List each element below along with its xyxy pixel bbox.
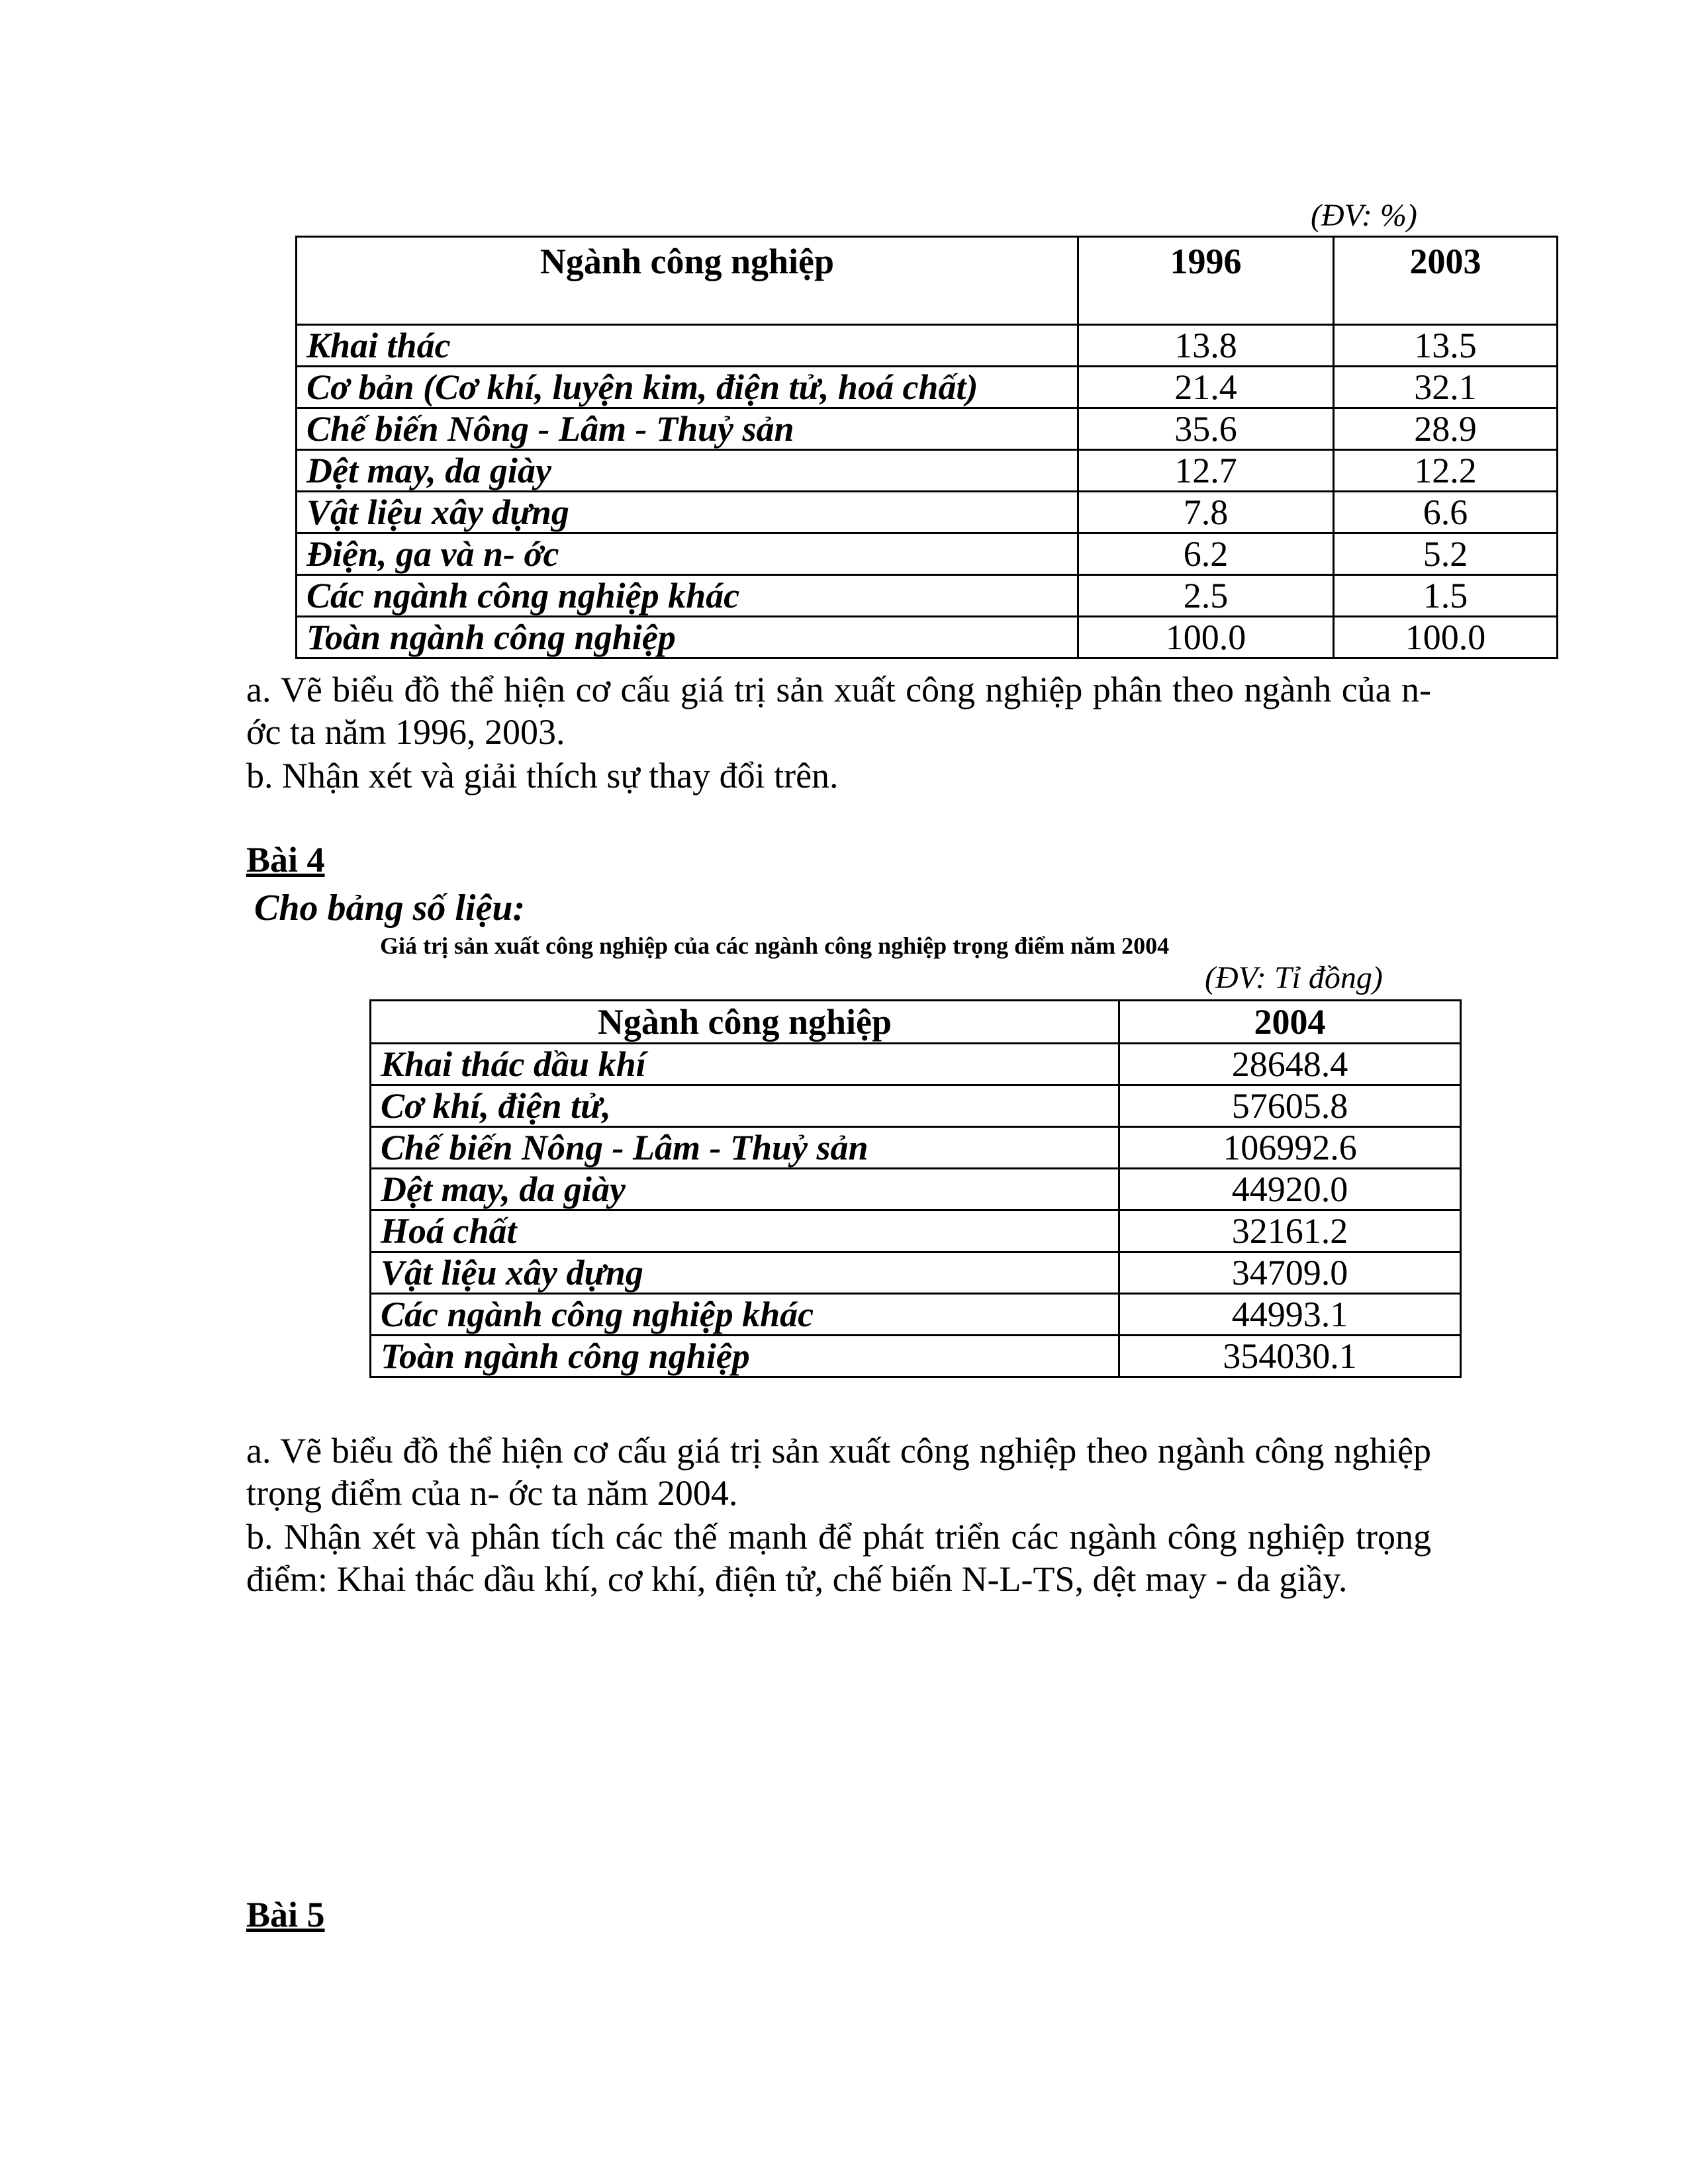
value-1996: 21.4 [1078,367,1334,408]
table-row [297,450,1558,492]
table-row [371,1252,1461,1294]
value-2004: 28648.4 [1119,1044,1461,1085]
table-row [371,1336,1461,1377]
value-2004: 354030.1 [1119,1336,1461,1377]
industry-name: Toàn ngành công nghiệp [297,617,1078,659]
value-1996: 35.6 [1078,408,1334,450]
industry-name: Điện, ga và n- ớc [297,533,1078,575]
value-2004: 44920.0 [1119,1169,1461,1210]
question-3a: a. Vẽ biểu đồ thể hiện cơ cấu giá trị sản xuất công nghiệp phân theo ngành của n- ớc ta năm 1996, 2003. [246,670,1431,752]
value-1996: 13.8 [1078,325,1334,367]
value-2003: 28.9 [1334,408,1558,450]
exercise-4-heading: Bài 4 [246,840,325,880]
value-2004: 32161.2 [1119,1210,1461,1252]
value-2003: 1.5 [1334,575,1558,617]
table1-unit: (ĐV: %) [1311,198,1417,233]
value-2003: 100.0 [1334,617,1558,659]
table-row [297,617,1558,659]
table2-unit: (ĐV: Tỉ đồng) [1205,960,1383,995]
table2-header-industry: Ngành công nghiệp [371,1001,1119,1044]
table-row [297,325,1558,367]
table-row [371,1044,1461,1085]
table1-header-1996: 1996 [1078,237,1334,325]
table1-header-industry: Ngành công nghiệp [297,237,1078,325]
industry-name: Vật liệu xây dựng [297,492,1078,533]
table2-header-row [371,1001,1461,1044]
value-1996: 100.0 [1078,617,1334,659]
question-3b: b. Nhận xét và giải thích sự thay đổi trên. [246,756,839,796]
industry-name: Các ngành công nghiệp khác [297,575,1078,617]
table-row [371,1085,1461,1127]
table2-industry-value-2004 [369,999,1462,1378]
value-2003: 13.5 [1334,325,1558,367]
table1-industry-structure [295,236,1558,659]
value-2004: 57605.8 [1119,1085,1461,1127]
value-2003: 5.2 [1334,533,1558,575]
table-row [371,1210,1461,1252]
industry-name: Toàn ngành công nghiệp [371,1336,1119,1377]
industry-name: Chế biến Nông - Lâm - Thuỷ sản [297,408,1078,450]
value-2003: 32.1 [1334,367,1558,408]
industry-name: Dệt may, da giày [297,450,1078,492]
industry-name: Các ngành công nghiệp khác [371,1294,1119,1336]
table-row [297,367,1558,408]
table1-header-2003: 2003 [1334,237,1558,325]
exercise-5-heading: Bài 5 [246,1895,325,1934]
table-row [371,1169,1461,1210]
value-1996: 12.7 [1078,450,1334,492]
table1-header-row [297,237,1558,325]
value-2004: 44993.1 [1119,1294,1461,1336]
question-4b: b. Nhận xét và phân tích các thế mạnh để phát triển các ngành công nghiệp trọng điểm: Khai thác dầu khí, cơ khí, điện tử, chế biến N-L-TS, dệt may - da giầy. [246,1517,1431,1599]
industry-name: Khai thác dầu khí [371,1044,1119,1085]
value-2003: 6.6 [1334,492,1558,533]
table2-header-2004: 2004 [1119,1001,1461,1044]
table-row [297,408,1558,450]
industry-name: Dệt may, da giày [371,1169,1119,1210]
industry-name: Khai thác [297,325,1078,367]
industry-name: Chế biến Nông - Lâm - Thuỷ sản [371,1127,1119,1169]
industry-name: Hoá chất [371,1210,1119,1252]
value-1996: 7.8 [1078,492,1334,533]
table-row [297,492,1558,533]
industry-name: Cơ bản (Cơ khí, luyện kim, điện tử, hoá chất) [297,367,1078,408]
value-1996: 2.5 [1078,575,1334,617]
table-row [371,1127,1461,1169]
table-row [297,533,1558,575]
table-row [297,575,1558,617]
exercise-4-subheading: Cho bảng số liệu: [254,887,526,929]
table2-caption: Giá trị sản xuất công nghiệp của các ngành công nghiệp trọng điểm năm 2004 [380,933,1170,959]
industry-name: Cơ khí, điện tử, [371,1085,1119,1127]
table-row [371,1294,1461,1336]
value-2004: 34709.0 [1119,1252,1461,1294]
value-1996: 6.2 [1078,533,1334,575]
industry-name: Vật liệu xây dựng [371,1252,1119,1294]
value-2003: 12.2 [1334,450,1558,492]
question-4a: a. Vẽ biểu đồ thể hiện cơ cấu giá trị sản xuất công nghiệp theo ngành công nghiệp trọng điểm của n- ớc ta năm 2004. [246,1431,1431,1513]
value-2004: 106992.6 [1119,1127,1461,1169]
